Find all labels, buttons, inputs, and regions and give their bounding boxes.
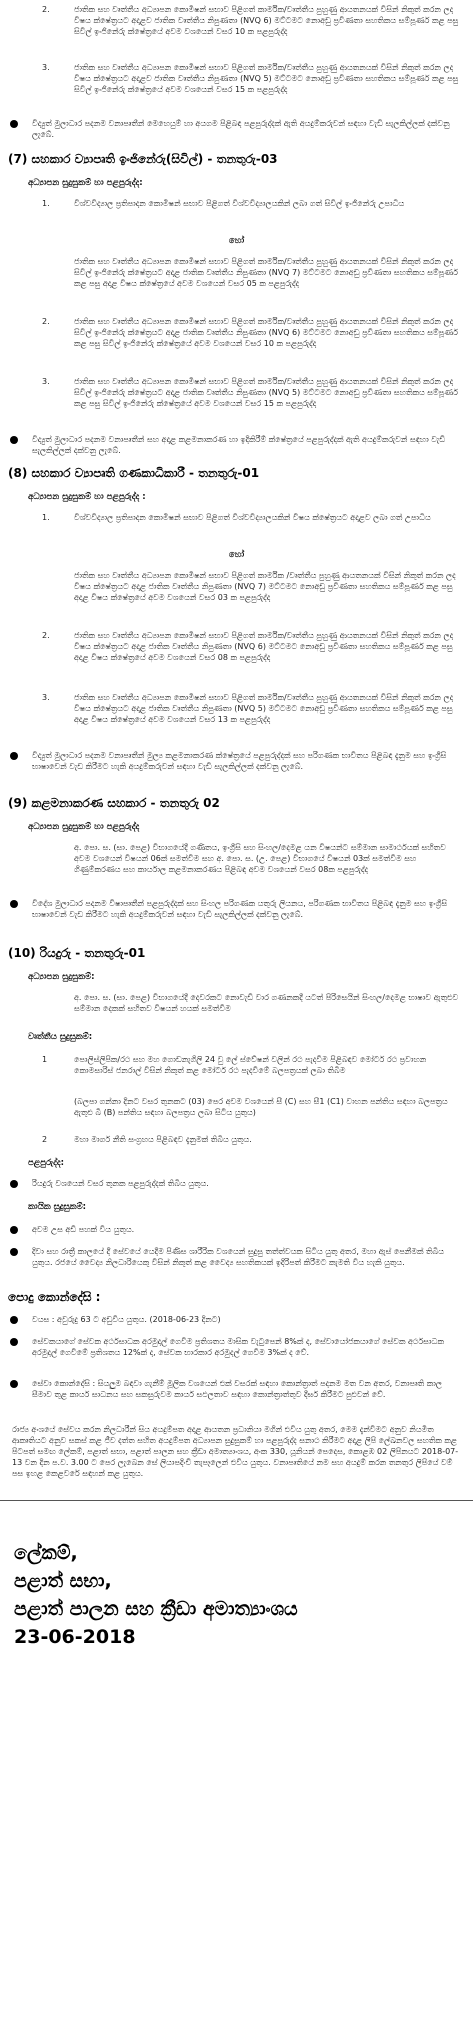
item-number: 1. xyxy=(42,513,50,522)
qualification-text: විශ්වවිද්‍යාල ප්‍රතිපාදන කොමිෂන් සභාව පිළිගත් විශ්වවිද්‍යාලයකින් ලබා ගත් සිවිල් ඉංජිනේරු උපාධිය xyxy=(74,199,405,208)
qualification-text: ජාතික සහ වෘත්තීය අධ්‍යාපන කොමිෂන් සභාව පිළිගත් කාර්මික /වෘත්තීය පුහුණු ආයතනයක් විසින් නිකුත් කරන ලද විෂය ක්ෂේත්‍රයට අදාළ ජාතික වෘත්තීය නිපුණතා (NVQ 7) මට්ටමට නොඅඩු ප්‍රවීණතා සහතිකය සම්පූර්ණ කළ පසු අදාළ විෂය ක්ෂේත්‍රයේ අවම වශයෙන් වසර 03 ක පළපුරුද්ද xyxy=(74,571,456,602)
qualification-text: අ. පො. ස. (සා. පෙළ) විභාගයේදී ගණිතය, ඉංග්‍රීසි සහ සිංහල/දෙමළ යන විෂයන්ට සම්මාන සාමාර්ථයක් සහිතව අවම වශයෙන් විෂයන් 06ක් සමත්වීම සහ අ. පො. ස. (උ. පෙළ) විභාගයේ විෂයන් 03ක් සමත්වීම සහ ගිණුම්කරණය සහ කාර්යාල කළමනාකරණය පිළිබඳ අවම වශයෙන් වසර 08ක පළපුරුද්ද xyxy=(74,843,446,874)
qualification-text: ජාතික සහ වෘත්තීය අධ්‍යාපන කොමිෂන් සභාව පිළිගත් කාර්මික/වෘත්තීය පුහුණු ආයතනයක් විසින් නිකුත් කරන ලද විෂය ක්ෂේත්‍රයට අදාළ ජාතික වෘත්තීය නිපුණතා (NVQ 6) මට්ටමට නොඅඩු ප්‍රවීණතා සහතිකය සම්පූර්ණ කළ පසු අදාළ විෂය ක්ෂේත්‍රයේ අවම වශයෙන් වසර 08 ක පළපුරුද්ද xyxy=(74,631,454,662)
requirement-text: රියදුරු වශයෙන් වසර තුනක පළපුරුද්දක් තිබිය යුතුය. xyxy=(32,1179,209,1188)
preference-note: විද්‍යුත් මුලාධාර පදනම වනාපෘතීන් සහ අදාළ කළමනාකරණ හා ඉදිකිරීම් ක්ෂේත්‍රයේ පළපුරුද්දක් ඇති අයදුම්කරුවන් සඳහා වැඩි සැලකිල්ලක් දක්වනු ලැබේ. xyxy=(32,435,446,455)
qualification-text: ජාතික සහ වෘත්තීය අධ්‍යාපන කොමිෂන් සභාව පිළිගත් කාර්මික/වෘත්තීය පුහුණු ආයතනයක් විසින් නිකුත් කරන ලද විෂය ක්ෂේත්‍රයට අදාළව ජාතික වෘත්තීය නිපුණතා (NVQ 6) මට්ටමට නොඅඩු ප්‍රවීණතා සහතිකය සම්පූර්ණ කළ පසු සිවිල් ඉංජිනේරු ක්ෂේත්‍රයේ අවම වශයෙන් වසර 10 ක පළපුරුද්ද xyxy=(74,5,459,36)
bullet-icon xyxy=(10,1226,18,1234)
section-heading: (10) රියදුරු - තනතුරු-01 xyxy=(8,946,146,960)
bullet-icon xyxy=(10,752,18,760)
qualification-text: ජාතික සහ වෘත්තීය අධ්‍යාපන කොමිෂන් සභාව පිළිගත් කාර්මික/වෘත්තීය පුහුණු ආයතනයක් විසින් නිකුත් කරන ලද සිවිල් ඉංජිනේරු ක්ෂේත්‍රයට අදාළ ජාතික වෘත්තීය නිපුණතා (NVQ 6) මට්ටමට නොඅඩු ප්‍රවීණතා සහතිකය සම්පූර්ණ කළ පසු සිවිල් ඉංජිනේරු ක්ෂේත්‍රයේ අවම වශයෙන් වසර 10 ක පළපුරුද්ද xyxy=(74,317,458,348)
condition-text: වයස : අවුරුදු 63 ට අඩුවිය යුතුය. (2018-06-23 දිනට) xyxy=(32,1315,221,1324)
qualification-text: මහා මාර්ග නීති සංග්‍රහය පිළිබඳව දැනුමක් තිබිය යුතුය. xyxy=(74,1135,252,1144)
condition-text: සේවා කොන්දේසි : සියලුම බඳවා ගැනීම් මූලික වශයෙන් එක් වසරක් සඳහා කොන්ත්‍රාත් පදනම මත වන අතර, වනාපෘති කාල සීමාව තුළ කාර්ය සාධනය සහ සකසුරුවම කාර්ය සඵලතාව සඳහා කොන්ත්‍රාත්තුව දීර්ඝ කිරීමට පුළුවන් වේ. xyxy=(32,1379,442,1399)
signature-date: 23-06-2018 xyxy=(14,1626,136,1648)
section-heading: පොදු කොන්දේසි : xyxy=(8,1290,101,1304)
subheading: පළපුරුද්ද: xyxy=(28,1158,65,1168)
item-number: 3. xyxy=(42,377,50,386)
item-number: 2. xyxy=(42,317,50,326)
bullet-icon xyxy=(10,1338,18,1346)
or-separator: හෝ xyxy=(228,550,245,560)
subheading: අධ්‍යාපන සුදුසුකම් හා පළපුරුද්ද xyxy=(28,822,140,832)
bullet-icon xyxy=(10,1380,18,1388)
qualification-text: ජාතික සහ වෘත්තීය අධ්‍යාපන කොමිෂන් සභාව පිළිගත් කාර්මික/වෘත්තීය පුහුණු ආයතනයක් විසින් නිකුත් කරන ලද විෂය ක්ෂේත්‍රයට අදාළ ජාතික වෘත්තීය නිපුණතා (NVQ 5) මට්ටමට නොඅඩු ප්‍රවීණතා සහතිකය සම්පූර්ණ කළ පසු අදාළ විෂය ක්ෂේත්‍රයේ අවම වශයෙන් වසර 13 ක පළපුරුද්ද xyxy=(74,693,454,724)
bullet-icon xyxy=(10,436,18,444)
preference-note: විද්‍යුත් මුලාධාර පදනම වනාපෘතීන් මුල්‍ය කළමනාකරණ ක්ෂේත්‍රයේ පළපුරුද්දක් සහ පරිගණක භාවිතය පිළිබඳ දැනුම සහ ඉංග්‍රීසි භාෂාවෙන් වැඩ කිරීමට හැකි අයදුම්කරුවන් සඳහා වැඩි සැලකිල්ලක් දක්වනු ලැබේ. xyxy=(32,751,447,771)
divider xyxy=(0,1500,473,1501)
condition-text: සේවකයාගේ සේවක අර්ථසාධක අරමුදල් ගෙවීම ප්‍රතිශතය මාසික වැටුපෙන් 8%ක් ද, සේවායෝජකයාගේ සේවක අර්ථසාධක අරමුදල් ගෙවීමේ ප්‍රතිශතය 12%ක් ද, සේවක භාරකාර අරමුදල් ගෙවීම 3%ක් ද වේ. xyxy=(32,1337,444,1357)
subheading: අධ්‍යාපන සුදුසුකම්: xyxy=(28,972,95,982)
qualification-text: අ. පො. ස. (සා. පෙළ) විභාගයේදී දෙවරකට නොවැඩි වාර ගණනකදී යටත් පිරිසෙයින් සිංහල/දෙමළ භාෂාව ඇතුළුව සම්මාන දෙකක් සහිතව විෂයන් හයක් සමත්වීම xyxy=(74,993,459,1013)
item-number: 3. xyxy=(42,63,50,72)
preference-note: විද්‍යුත් මුලාධාර පදනම වනාපෘතීන් මෙහෙයුම් හා අයගම පිළිබඳ පළපුරුද්දක් ඇති අයදුම්කරුවන් සඳහා වැඩි සැලකිල්ලක් දක්වනු ලැබේ. xyxy=(32,119,450,139)
preference-note: විදේශ මුලාධාර පදනම විෂාපෘතීන් පළපුරුද්දක් සහ සිංහල පරිගණක යතුරු ලියනය, පරිගණක භාවිතය පිළිබඳ දැනුම සහ ඉංග්‍රීසි භාෂාවෙන් වැඩ කිරීමට හැකි අයදුම්කරුවන් සඳහා වැඩි සැලකිල්ලක් දක්වනු ලැබේ. xyxy=(32,899,448,919)
item-number: 2. xyxy=(42,631,50,640)
requirement-text: දිවා සහ රාත්‍රී කාලයේ දී සේවයේ යෙදීම පිණිස ශාරීරික වශයෙන් සුදුසු තත්ත්වයක සිටිය යුතු අතර, මහා ඇස් පෙනීමක් තිබිය යුතුය. රජයේ වෛද්‍ය නිලධාරියෙකු විසින් නිකුත් කළ වෛද්‍ය සහතිකයක් ඉදිරිපත් කිරීමට කැමති විය හැකි යුතුය. xyxy=(32,1247,444,1267)
requirement-text: අවම උස අඩි පහක් විය යුතුය. xyxy=(32,1225,135,1234)
qualification-text: ජාතික සහ වෘත්තීය අධ්‍යාපන කොමිෂන් සභාව පිළිගත් කාර්මික/වෘත්තීය පුහුණු ආයතනයක් විසින් නිකුත් කරන ලද විෂය ක්ෂේත්‍රයට අදාළව ජාතික වෘත්තීය නිපුණතා (NVQ 5) මට්ටමට නොඅඩු ප්‍රවීණතා සහතිකය සම්පූර්ණ කළ පසු සිවිල් ඉංජිනේරු ක්ෂේත්‍රයේ අවම වශයෙන් වසර 15 ක පළපුරුද්ද xyxy=(74,63,459,94)
item-number: 3. xyxy=(42,693,50,702)
subheading: කායික සුදුසුකම්: xyxy=(28,1202,87,1212)
or-separator: හෝ xyxy=(228,236,245,246)
qualification-text: ජාතික සහ වෘත්තීය අධ්‍යාපන කොමිෂන් සභාව පිළිගත් කාර්මික/වෘත්තීය පුහුණු ආයතනයක් විසින් නිකුත් කරන ලද සිවිල් ඉංජිනේරු ක්ෂේත්‍රයට අදාළ ජාතික වෘත්තීය නිපුණතා (NVQ 5) මට්ටමට නොඅඩු ප්‍රවීණතා සහතිකය සම්පූර්ණ කළ පසු සිවිල් ඉංජිනේරු ක්ෂේත්‍රයේ අවම වශයෙන් වසර 15 ක පළපුරුද්ද xyxy=(74,377,458,408)
subheading: අධ්‍යාපන සුදුසුකම් හා පළපුරුද්ද : xyxy=(28,492,146,502)
bullet-icon xyxy=(10,900,18,908)
item-number: 2. xyxy=(42,5,50,14)
section-heading: (9) කළමනාකරණ සහකාර - තනතුරු 02 xyxy=(8,796,220,810)
application-instructions: රාජ්‍ය අංශයේ සේවය කරන නිලධාරීන් සිය අයදුම්පත අදාළ ආයතන ප්‍රධානියා මගින් එවිය යුතු අතර, මෙම දැන්වීමට අනුව නියමිත ආකෘතියට අනුව සකස් කළ ජීව දත්ත සහිත අයදුම්පත අධ්‍යාපන සුදුසුකම් හා පළපුරුද්ද සනාථ කිරීමට අදාළ ලිපි ලේඛනවල සහතික කළ පිටපත් සමඟ ලේකම්, පළාත් සභා, පළාත් පාලන සහ ක්‍රීඩා අමාත්‍යාංශය, අංක 330, යූනියන් පෙදෙස, කොළඹ 02 ලිපිනයට 2018-07-13 වන දින ප.ව. 3.00 ට පෙර ලැබෙන සේ ලියාපදිංචි තැපෑලෙන් එවිය යුතුය. වනාපෘතියේ නම සහ අයදුම් කරන තනතුර ලිපියේ වම් පස ඉහළ කෙළවරේ සඳහන් කළ යුතුය. xyxy=(12,1425,459,1478)
signature-line: පළාත් සභා, xyxy=(14,1570,112,1592)
item-number: 1 xyxy=(42,1055,48,1064)
bullet-icon xyxy=(10,1180,18,1188)
subheading: වෘත්තීය සුදුසුකම්: xyxy=(28,1032,93,1042)
signature-line: පළාත් පාලන සහ ක්‍රීඩා අමාත්‍යාංශය xyxy=(14,1598,298,1620)
item-number: 2 xyxy=(42,1135,48,1144)
item-number: 1. xyxy=(42,199,50,208)
section-heading: (8) සහකාර ව්‍යාපෘති ගණකාධිකාරී - තනතුරු-01 xyxy=(8,466,260,480)
qualification-text: ජාතික සහ වෘත්තීය අධ්‍යාපන කොමිෂන් සභාව පිළිගත් කාර්මික/වෘත්තීය පුහුණු ආයතනයක් විසින් නිකුත් කරන ලද සිවිල් ඉංජිනේරු ක්ෂේත්‍රයට අදාළ ජාතික වෘත්තීය නිපුණතා (NVQ 7) මට්ටමට නොඅඩු ප්‍රවීණතා සහතිකය සම්පූර්ණ කළ පසු අදාළ විෂය ක්ෂේත්‍රයේ අවම වශයෙන් වසර 05 ක පළපුරුද්ද xyxy=(74,257,458,288)
qualification-text: විශ්වවිද්‍යාල ප්‍රතිපාදන කොමිෂන් සභාව පිළිගත් විශ්වවිද්‍යාලයකින් විෂය ක්ෂේත්‍රයට අදාළව ලබා ගත් උපාධිය xyxy=(74,513,431,522)
bullet-icon xyxy=(10,1316,18,1324)
qualification-text: පොලිස්ලිපික/රථ සහ මහ ගොඩනැගිලි 24 වු ලේ ස්වේෂන් වලින් රථ පැදවීම පිළිබඳව මෝටර් රථ ප්‍රවාහන කොමසාරිස් ජනරාල් විසින් නිකුත් කළ මෝටර් රථ පැදවීමේ බලපත්‍රයක් ලබා තිබීම xyxy=(74,1055,427,1075)
bullet-icon xyxy=(10,120,18,128)
signature-title: ලේකම්, xyxy=(14,1542,78,1564)
subheading: අධ්‍යාපන සුදුසුකම් හා පළපුරුද්ද: xyxy=(28,178,143,188)
qualification-text: (බලපා ගන්නා දිනට වසර තුනකට (03) පෙර අවම වශයෙන් සී (C) සහ සී1 (C1) වාහන පන්තිය සඳහා බලපත්‍රය ඇතුළු බී (B) පන්තිය සඳහා බලපත්‍රය ලබා සිටිය යුතුය) xyxy=(74,1097,448,1117)
bullet-icon xyxy=(10,1248,18,1256)
section-heading: (7) සහකාර ව්‍යාපෘති ඉංජිනේරු(සිවිල්) - තනතුරු-03 xyxy=(8,152,278,166)
